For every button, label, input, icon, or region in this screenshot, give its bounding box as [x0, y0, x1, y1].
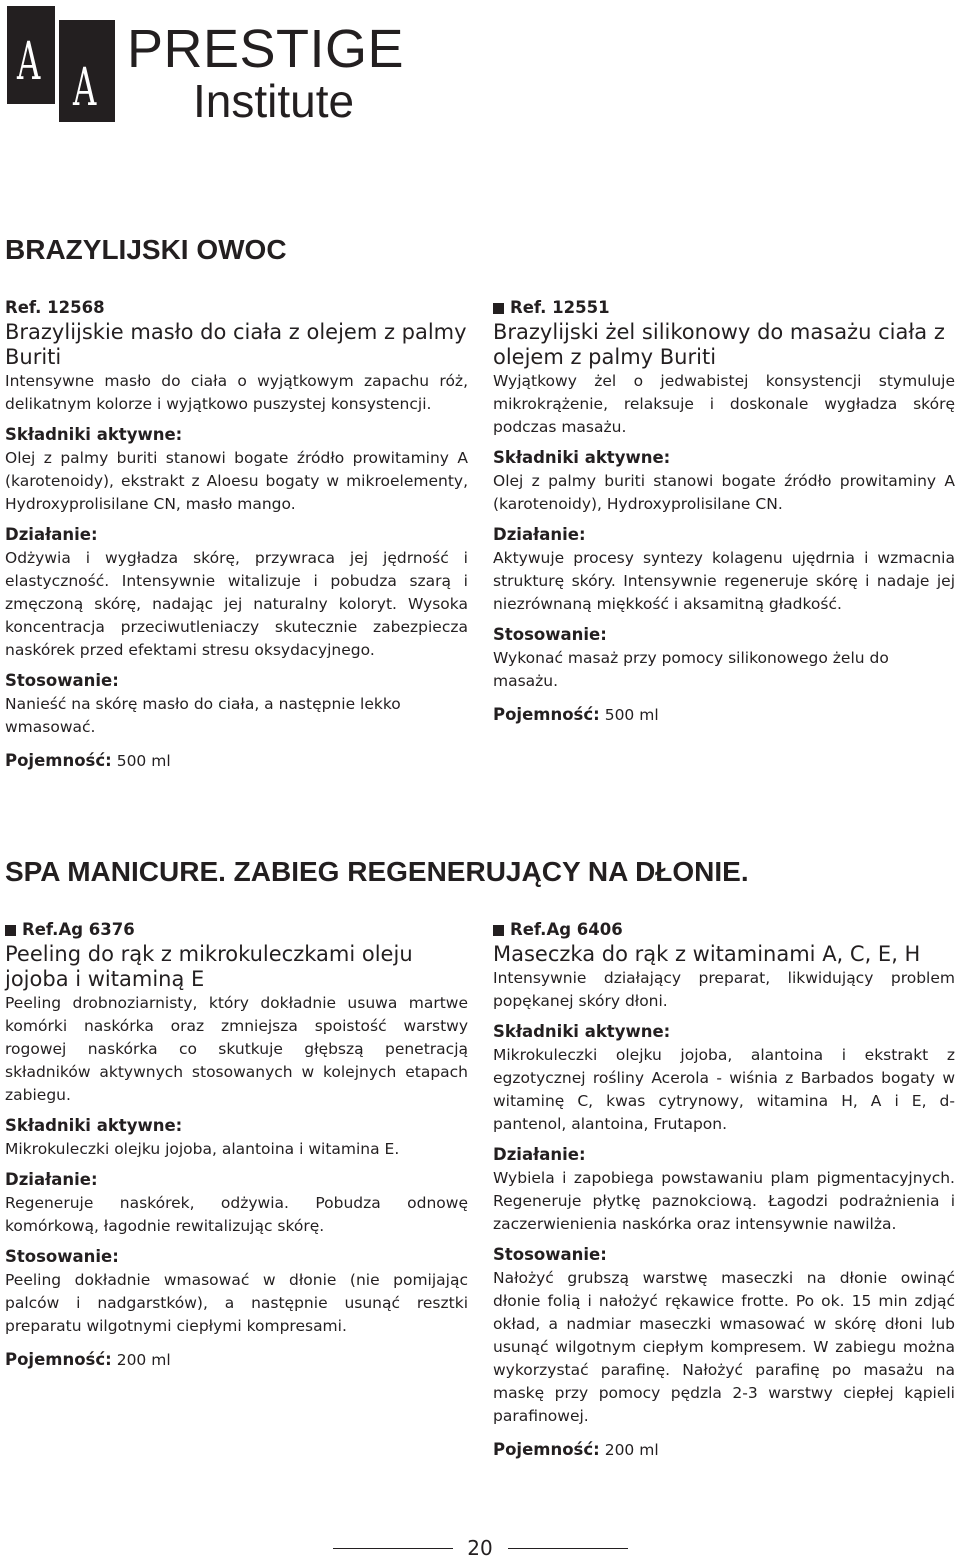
ingredients-text: Olej z palmy buriti stanowi bogate źródło prowitaminy A (karotenoidy), Hydroxyprolisilane CN. — [493, 472, 955, 513]
capacity-label: Pojemność: — [5, 751, 112, 770]
product-ref: Ref.Ag 6376 — [5, 918, 468, 942]
usage-label: Stosowanie: — [493, 1245, 607, 1264]
usage-label: Stosowanie: — [5, 1247, 119, 1266]
bullet-square-icon — [493, 925, 504, 936]
product-description: Intensywnie działający preparat, likwidujący problem popękanej skóry dłoni. — [493, 969, 955, 1010]
capacity-value: 200 ml — [604, 1441, 659, 1459]
product-name: Brazylijski żel silikonowy do masażu ciała z olejem z palmy Buriti — [493, 320, 945, 369]
capacity-label: Pojemność: — [5, 1350, 112, 1369]
product-ag6376 — [5, 918, 468, 1372]
capacity-label: Pojemność: — [493, 1440, 600, 1459]
ingredients-text: Olej z palmy buriti stanowi bogate źródło prowitaminy A (karotenoidy), ekstrakt z Aloesu bogaty w mikroelementy, Hydroxyprolisilane CN, masło mango. — [5, 449, 468, 513]
usage-label: Stosowanie: — [493, 625, 607, 644]
action-label: Działanie: — [493, 1145, 586, 1164]
action-label: Działanie: — [5, 525, 98, 544]
capacity-label: Pojemność: — [493, 705, 600, 724]
capacity — [5, 1348, 468, 1372]
product-description: Peeling drobnoziarnisty, który dokładnie usuwa martwe komórki naskórka oraz zmniejsza spoistość warstwy rogowej naskórka co skutkuje głębszą penetracją składników aktywnych stosowanych w kolejnych etapach zabiegu. — [5, 994, 468, 1104]
action-label: Działanie: — [493, 525, 586, 544]
bullet-square-icon — [493, 303, 504, 314]
logo-letter-top: A — [17, 32, 41, 92]
capacity-value: 500 ml — [116, 752, 171, 770]
product-ref: Ref.Ag 6406 — [493, 918, 955, 942]
section-title-brazilian-fruit: BRAZYLIJSKI OWOC — [5, 234, 287, 265]
action-label: Działanie: — [5, 1170, 98, 1189]
ingredients-label: Składniki aktywne: — [493, 448, 671, 467]
product-12568 — [5, 296, 468, 773]
action-text: Aktywuje procesy syntezy kolagenu ujędrnia i wzmacnia strukturę skóry. Intensywnie regeneruje skórę i nadaje jej niezrównaną miękkość i aksamitną gładkość. — [493, 549, 955, 613]
usage-text: Peeling dokładnie wmasować w dłonie (nie pomijając palców i nadgarstków), a następnie usunąć resztki preparatu wilgotnymi ciepłymi kompresami. — [5, 1271, 468, 1335]
usage-label: Stosowanie: — [5, 671, 119, 690]
capacity — [493, 703, 955, 727]
usage-text: Nanieść na skórę masło do ciała, a następnie lekko wmasować. — [5, 695, 401, 736]
product-name: Brazylijskie masło do ciała z olejem z palmy Buriti — [5, 320, 467, 369]
ingredients-label: Składniki aktywne: — [5, 425, 183, 444]
logo-text-prestige: PRESTIGE — [127, 19, 405, 79]
capacity — [493, 1438, 955, 1462]
product-ag6406 — [493, 918, 955, 1462]
product-description: Wyjątkowy żel o jedwabistej konsystencji stymuluje mikrokrążenie, relaksuje i doskonale wygładza skórę podczas masażu. — [493, 372, 955, 436]
ingredients-label: Składniki aktywne: — [493, 1022, 671, 1041]
usage-text: Nałożyć grubszą warstwę maseczki na dłonie owinąć dłonie folią i nałożyć rękawice frotte. Po ok. 15 min zdjąć okład, a nadmiar maseczki wmasować w skórę dłoni lub usunąć wilgotnym ciepłym kompresem. W zabiegu można wykorzystać parafinę. Nałożyć parafinę po masażu na maskę przy pomocy pędzla 2-3 warstwy ciepłej kąpieli parafinowej. — [493, 1269, 955, 1425]
product-name: Maseczka do rąk z witaminami A, C, E, H — [493, 942, 921, 966]
usage-text: Wykonać masaż przy pomocy silikonowego żelu do masażu. — [493, 649, 889, 690]
product-ref: Ref. 12551 — [493, 296, 955, 320]
action-text: Wybiela i zapobiega powstawaniu plam pigmentacyjnych. Regeneruje płytkę paznokciową. Łagodzi podrażnienia i zaczerwienienia naskórka oraz intensywnie nawilża. — [493, 1169, 955, 1233]
action-text: Odżywia i wygładza skórę, przywraca jej jędrność i elastyczność. Intensywnie witalizuje i pobudza szarą i zmęczoną skórę, nadając jej naturalny koloryt. Wysoka koncentracja przeciwutleniaczy skutecznie zabezpiecza naskórek przed efektami stresu oksydacyjnego. — [5, 549, 468, 659]
product-ref: Ref. 12568 — [5, 298, 105, 317]
section-title-spa-manicure: SPA MANICURE. ZABIEG REGENERUJĄCY NA DŁONIE. — [5, 856, 749, 887]
bullet-square-icon — [5, 925, 16, 936]
capacity-value: 200 ml — [116, 1351, 171, 1369]
ingredients-text: Mikrokuleczki olejku jojoba, alantoina i witamina E. — [5, 1140, 400, 1158]
page-number: 20 — [467, 1536, 493, 1560]
capacity-value: 500 ml — [604, 706, 659, 724]
ingredients-text: Mikrokuleczki olejku jojoba, alantoina i ekstrakt z egzotycznej rośliny Acerola - wiśnia z Barbados bogaty w witaminę C, kwas cytrynowy, witamina H, A i E, d-pantenol, alantoina, Frutapon. — [493, 1046, 955, 1133]
action-text: Regeneruje naskórek, odżywia. Pobudza odnowę komórkową, łagodnie rewitalizując skórę. — [5, 1194, 468, 1235]
logo-letter-bottom: A — [73, 58, 97, 118]
ingredients-label: Składniki aktywne: — [5, 1116, 183, 1135]
logo-text-institute: Institute — [193, 75, 355, 127]
capacity — [5, 749, 468, 773]
product-description: Intensywne masło do ciała o wyjątkowym zapachu róż, delikatnym kolorze i wyjątkowo puszystej konsystencji. — [5, 372, 468, 413]
product-12551 — [493, 296, 955, 727]
product-name: Peeling do rąk z mikrokuleczkami oleju jojoba i witaminą E — [5, 942, 413, 991]
